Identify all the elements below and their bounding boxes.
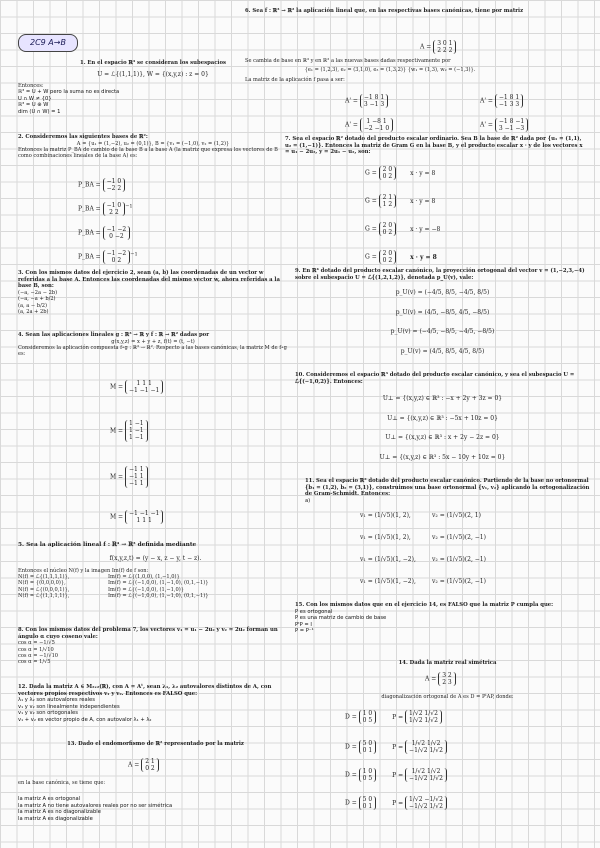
q11-option-c[interactable]: v₁ = (1/√5)(1, −2), v₂ = (1/√5)(2, −1)	[360, 556, 486, 563]
q12-option-c[interactable]: v₁ y v₂ son ortogonales	[18, 710, 78, 717]
q2-d-label: P_BA =	[78, 253, 101, 261]
question-10	[295, 372, 590, 461]
question-8	[18, 627, 293, 666]
q6-title: 6. Sea f : ℝ³ → ℝ² la aplicación lineal que, en las respectivas bases canónicas, tiene por matriz	[245, 8, 524, 14]
question-2	[18, 134, 288, 160]
q12-title: 12. Dada la matriz A ∈ M₂ₓ₂(ℝ), con A = Aᵗ, sean λ₁, λ₂ autovalores distintos de A, con vectores propios respectivos v₁ y v₂. Entonces es FALSO que:	[18, 684, 272, 697]
q2-option-d[interactable]: P_BA = −1 −2 0 2 $^{-1}$	[78, 250, 138, 265]
q4-title: 4. Sean las aplicaciones lineales g : ℝ³ → ℝ y f : ℝ → ℝ² dadas por	[18, 332, 209, 338]
q13-option-a[interactable]: la matriz A es ortogonal	[18, 796, 81, 803]
question-13	[18, 741, 293, 748]
question-6	[245, 8, 535, 15]
q4-b-matrix: 1 −1 1 −1 1 −1	[125, 420, 148, 442]
q6-option-c[interactable]: A' = 1 −8 1 −2 −1 0	[345, 118, 393, 132]
question-11	[305, 478, 590, 504]
q6-option-a[interactable]: A' = −1 8 1 3 −1 3	[345, 94, 388, 108]
q13-lead: en la base canónica, se tiene que:	[18, 780, 106, 786]
q5-lead: Entonces el núcleo N(f) y la imagen Im(f) de f son:	[18, 567, 149, 574]
q5-option-b[interactable]: N(f) = {(0,0,0,0)}, Im(f) = ℒ{(−1,0,0), (1,−1,0), (0,1,−1)}	[18, 580, 209, 587]
q2-option-b[interactable]: P_BA = −1 0 2 2 $^{-1}$	[78, 202, 133, 217]
q1-definition: U = ℒ{(1,1,1)}, W = {(x,y,z) : z = 0}	[97, 70, 209, 78]
q13-matrix: A = 2 1 0 2	[128, 758, 159, 772]
q8-option-b[interactable]: cos α = 1/√10	[18, 646, 54, 653]
q10-option-d[interactable]: U⊥ = {(x,y,z) ∈ ℝ³ : 5x − 10y + 10z = 0}	[379, 453, 506, 461]
q4-a-matrix: 1 1 1 −1 −1 −1	[125, 380, 163, 394]
q5-option-a[interactable]: N(f) = ℒ{(1,1,1,1)}, Im(f) = ℒ{(1,0,0), (1,−1,0)}	[18, 574, 180, 581]
q11-option-d[interactable]: v₁ = (1/√5)(1, −2), v₂ = (1/√5)(2, −1)	[360, 578, 486, 585]
q8-option-a[interactable]: cos α = −1/√5	[18, 640, 55, 647]
q1-title: 1. En el espacio ℝ³ se consideran los subespacios	[80, 60, 226, 66]
q4-d-matrix: −1 −1 −1 1 1 1	[125, 510, 163, 524]
q14-option-b[interactable]: D = 5 0 0 1 P = 1/√2 1/√2 −1/√2 1/√2	[345, 740, 447, 754]
q12-option-d[interactable]: v₁ + v₂ es vector propio de A, con autovalor λ₁ + λ₂	[18, 716, 152, 723]
q12-option-b[interactable]: v₁ y v₂ son linealmente independientes	[18, 703, 120, 710]
q2-text: Entonces la matriz P_BA de cambio de la base B a la base A (la matriz que expresa los vectores de B como combinaciones lineales de la base A) es:	[18, 146, 278, 160]
question-13-options	[18, 780, 293, 822]
q1-option-c[interactable]: ℝ³ = U ⊕ W	[18, 102, 49, 109]
q9-title: 9. En ℝ⁴ dotado del producto escalar canónico, la proyección ortogonal del vector v = (1,−2,3,−4) sobre el subespacio U = ℒ{(1,2,1,2)}, denotada p_U(v), vale:	[295, 268, 585, 281]
q4-option-a[interactable]: M = 1 1 1 −1 −1 −1	[110, 380, 163, 394]
q4-definition: g(x,y,z) = x + y + z, f(t) = (t, −t)	[111, 338, 195, 345]
q10-option-b[interactable]: U⊥ = {(x,y,z) ∈ ℝ³ : −5x + 10z = 0}	[387, 414, 498, 422]
q2-a-label: P_BA =	[78, 181, 101, 189]
q4-option-b[interactable]: M = 1 −1 1 −1 1 −1	[110, 420, 148, 442]
q1-lead: Entonces:	[18, 83, 44, 90]
q8-option-c[interactable]: cos α = −1/√10	[18, 652, 59, 659]
q9-option-c[interactable]: p_U(v) = (−4/5, −8/5, −4/5, −8/5)	[390, 328, 495, 336]
question-12	[18, 684, 293, 723]
q14-lead: diagonalización ortogonal de A es D = PᵗAP, donde:	[381, 694, 514, 700]
q8-title: 8. Con los mismos datos del problema 7, los vectores v₁ = u₁ − 2u₂ y v₂ = 2u₂ forman un ángulo α cuyo coseno vale:	[18, 627, 278, 640]
q4-c-matrix: −1 1 −1 1 −1 1	[125, 466, 148, 488]
q6-option-d[interactable]: A' = −1 8 −1 3 −1 −3	[480, 118, 528, 132]
q11-option-b[interactable]: v₁ = (1/√5)(1, 2), v₂ = (1/√5)(2, −1)	[360, 534, 486, 541]
q2-d-matrix: −1 −2 0 2	[103, 250, 131, 264]
question-14	[305, 660, 590, 667]
q14-matrix: A = 3 2 2 3	[425, 672, 456, 686]
q2-b-label: P_BA =	[78, 205, 101, 213]
question-9	[295, 268, 590, 355]
q15-option-d[interactable]: P = P⁻¹	[295, 628, 314, 635]
q6-text: Se cambia de base en ℝ³ y en ℝ² a las nuevas bases dadas respectivamente por {e₁ = (1,2,3), e₂ = (3,1,0), e₃ = (1,3,2)} {w₁ = (1,3), w₂ = (−1,3)}. La matriz de la aplicación f pasa a ser:	[245, 58, 476, 83]
q14-option-c[interactable]: D = 1 0 0 5 P = 1/√2 1/√2 −1/√2 1/√2	[345, 768, 447, 782]
q3-option-b[interactable]: (−a, −a + b/2)	[18, 296, 56, 303]
question-5	[18, 542, 293, 600]
q2-option-c[interactable]	[78, 226, 130, 240]
q10-option-c[interactable]: U⊥ = {(x,y,z) ∈ ℝ³ : x + 2y − 2z = 0}	[385, 434, 500, 442]
q2-c-matrix: −1 −2 0 −2	[103, 226, 131, 240]
handwritten-tag: 2C9 A→B	[18, 34, 78, 52]
q5-title: 5. Sea la aplicación lineal f : ℝ⁴ → ℝ³ definida mediante	[18, 542, 197, 548]
question-3	[18, 270, 288, 315]
question-15	[295, 602, 590, 635]
q13-title: 13. Dado el endomorfismo de ℝ² representado por la matriz	[67, 741, 244, 747]
q11-option-a[interactable]: v₁ = (1/√5)(1, 2), v₂ = (1/√5)(2, 1)	[360, 512, 481, 519]
q5-option-c[interactable]: N(f) = ℒ{(0,0,0,1)}, Im(f) = ℒ{(−1,0,0), (1,−1,0)}	[18, 586, 185, 593]
q7-option-b[interactable]: G = 2 1 1 2 x · y = 8	[365, 194, 436, 209]
q6-matrix: A = 3 0 1 2 2 2	[420, 40, 456, 54]
q11-title: 11. Sea el espacio ℝ² dotado del producto escalar canónico. Partiendo de la base no ortonormal {b₁ = (1,2), b₂ = (3,1)}, construimos una base ortonormal {v₁, v₂} aplicando la ortogonalización de Gram-Schmidt. Entonces:	[305, 478, 590, 498]
q14-option-a[interactable]: D = 1 0 0 5 P = 1/√2 1/√2 1/√2 1/√2	[345, 710, 442, 724]
q14-option-d[interactable]: D = 5 0 0 1 P = 1/√2 −1/√2 −1/√2 1/√2	[345, 796, 447, 810]
q7-option-a[interactable]: G = 2 0 0 2 x · y = 8	[365, 166, 436, 181]
q6-option-b[interactable]: A' = −1 8 1 −1 3 3	[480, 94, 523, 108]
q11-mark: a)	[305, 497, 311, 504]
q3-option-d[interactable]: (a, 2a + 2b)	[18, 308, 49, 315]
q2-a-matrix: −1 0 −2 2	[103, 178, 126, 192]
q10-option-a[interactable]: U⊥ = {(x,y,z) ∈ ℝ³ : −x + 2y + 3z = 0}	[382, 395, 503, 403]
q7-option-c[interactable]: G = 2 0 0 2 x · y = −8	[365, 222, 441, 237]
q1-option-d[interactable]: dim (U ∩ W) = 1	[18, 108, 61, 115]
q2-definition: A = {u₁ = (1,−2), u₂ = (0,1)}, B = {v₁ = (−1,0), v₂ = (1,2)}	[76, 140, 230, 147]
q2-b-matrix: −1 0 2 2	[103, 202, 126, 216]
q2-c-label: P_BA =	[78, 229, 101, 237]
q3-title: 3. Con los mismos datos del ejercicio 2, sean (a, b) las coordenadas de un vector w referidas a la base A. Entonces las coordenadas del mismo vector w, ahora referidas a la base B, son:	[18, 270, 280, 290]
question-7	[285, 136, 585, 156]
q4-option-c[interactable]: M = −1 1 −1 1 −1 1	[110, 466, 148, 488]
q1-option-a[interactable]: ℝ³ = U + W pero la suma no es directa	[18, 89, 120, 96]
q9-option-b[interactable]: p_U(v) = (4/5, −8/5, 4/5, −8/5)	[395, 308, 490, 316]
q13-option-c[interactable]: la matriz A es no diagonalizable	[18, 809, 101, 816]
q5-definition: f(x,y,z,t) = (y − x, z − y, t − z).	[109, 555, 202, 563]
q12-option-a[interactable]: λ₁ y λ₂ son autovalores reales	[18, 697, 95, 704]
q13-option-b[interactable]: la matriz A no tiene autovalores reales por no ser simétrica	[18, 802, 173, 809]
q2-option-a[interactable]	[78, 178, 125, 192]
q2-title: 2. Consideremos las siguientes bases de ℝ²:	[18, 134, 148, 140]
q15-option-b[interactable]: P es una matriz de cambio de base	[295, 615, 387, 622]
q7-title: 7. Sea el espacio ℝ² dotado del producto escalar ordinario. Sea B la base de ℝ² dada por {u₁ = (1,1), u₂ = (1,−1)}. Entonces la matriz de Gram G en la base B, y el producto escalar x · y de los vectores x = u₁ − 2u₂, y = 2u₁ − u₂, son:	[285, 136, 583, 156]
q13-option-d[interactable]: la matriz A es diagonalizable	[18, 815, 93, 822]
q4-text: Consideremos la aplicación compuesta f∘g : ℝ³ → ℝ². Respecto a las bases canónicas, la matriz M de f∘g es:	[18, 344, 287, 358]
q8-option-d[interactable]: cos α = 1/√5	[18, 659, 51, 666]
q3-option-c[interactable]: (a, a − b/2)	[18, 302, 48, 309]
question-4	[18, 332, 288, 358]
q4-option-d[interactable]: M = −1 −1 −1 1 1 1	[110, 510, 163, 524]
q9-option-d[interactable]: p_U(v) = (4/5, 8/5, 4/5, 8/5)	[400, 347, 485, 355]
q15-title: 15. Con los mismos datos que en el ejercicio 14, es FALSO que la matriz P cumpla que:	[295, 602, 554, 608]
q9-option-a[interactable]: p_U(v) = (−4/5, 8/5, −4/5, 8/5)	[395, 289, 490, 297]
q15-option-c[interactable]: PᵗP = I	[295, 621, 312, 628]
q7-option-d[interactable]: G = 2 0 0 2 x · y = 8	[365, 250, 437, 265]
q5-option-d[interactable]: N(f) = ℒ{(1,1,1,1)}, Im(f) = ℒ{(−1,0,0), (1,−1,0), (0,1,−1)}	[18, 593, 209, 600]
q14-title: 14. Dada la matriz real simétrica	[398, 660, 497, 666]
q1-option-b[interactable]: U ∩ W ≠ {0}	[18, 95, 52, 102]
q3-option-a[interactable]: (−a, −2a − 2b)	[18, 289, 58, 296]
q15-option-a[interactable]: P es ortogonal	[295, 608, 333, 615]
q10-title: 10. Consideremos el espacio ℝ³ dotado del producto escalar canónico, y sea el subespacio U = ℒ{(−1,0,2)}. Entonces:	[295, 372, 575, 385]
